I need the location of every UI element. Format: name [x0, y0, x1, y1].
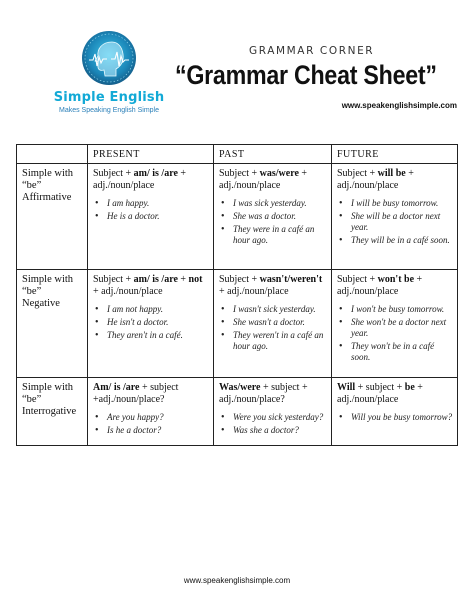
row-label-line: Simple with [22, 274, 74, 285]
formula-text: Subject + [337, 274, 378, 285]
formula-keyword: not [188, 274, 203, 285]
table-cell [332, 378, 458, 446]
example-item: • They won't be in a café soon. [337, 341, 453, 363]
formula-keyword: will be [377, 168, 406, 179]
column-header: PAST [214, 145, 332, 164]
section-kicker: GRAMMAR CORNER [249, 45, 375, 57]
brand-tagline: Makes Speaking English Simple [59, 107, 159, 114]
example-item: • I wasn't sick yesterday. [219, 304, 327, 315]
example-list [93, 198, 209, 222]
brand-logo [50, 30, 168, 114]
example-item: • She wasn't a doctor. [219, 317, 327, 328]
row-label-line: Negative [22, 298, 60, 309]
formula [93, 382, 209, 406]
formula-text: + adj./noun/place [337, 168, 414, 191]
formula [337, 274, 453, 298]
formula-text: + subject +adj./noun/place? [93, 382, 179, 405]
formula-keyword: am/ is /are [133, 168, 178, 179]
row-label-line: “be” [22, 286, 42, 297]
grammar-table [16, 144, 458, 446]
column-header: PRESENT [88, 145, 214, 164]
example-list [337, 412, 453, 423]
table-cell [88, 164, 214, 270]
table-cell [88, 270, 214, 378]
head-soundwave-icon [81, 30, 137, 86]
row-label-line: “be” [22, 394, 42, 405]
formula-text: + adj./noun/place [337, 274, 423, 297]
example-item: • He isn't a doctor. [93, 317, 209, 328]
formula-text: Subject + [337, 168, 378, 179]
formula-text: + adj./noun/place [219, 168, 308, 191]
formula [219, 274, 327, 298]
header-website-link[interactable]: www.speakenglishsimple.com [341, 101, 457, 110]
column-header: FUTURE [332, 145, 458, 164]
row-label-line: “be” [22, 180, 42, 191]
example-item: • Will you be busy tomorrow? [337, 412, 453, 423]
page-title: “Grammar Cheat Sheet” [175, 60, 437, 90]
table-row [17, 378, 458, 446]
example-item: • Is he a doctor? [93, 425, 209, 436]
row-label-line: Interrogative [22, 406, 77, 417]
example-list [219, 304, 327, 352]
formula-keyword: was/were [259, 168, 299, 179]
table-cell [332, 270, 458, 378]
example-list [93, 304, 209, 341]
example-item: • She was a doctor. [219, 211, 327, 222]
table-cell [214, 378, 332, 446]
formula [219, 168, 327, 192]
formula-keyword: Was/were [219, 382, 261, 393]
example-list [337, 304, 453, 363]
example-item: • I was sick yesterday. [219, 198, 327, 209]
example-list [219, 412, 327, 436]
example-item: • They weren't in a café an hour ago. [219, 330, 327, 352]
formula-text: Subject + [219, 274, 260, 285]
example-list [337, 198, 453, 246]
example-item: • He is a doctor. [93, 211, 209, 222]
table-row [17, 270, 458, 378]
example-item: • Are you happy? [93, 412, 209, 423]
example-item: • I am not happy. [93, 304, 209, 315]
row-label-line: Simple with [22, 382, 74, 393]
formula-text: + adj./noun/place [93, 286, 163, 297]
formula-text: + subject + adj./noun/place? [219, 382, 308, 405]
example-list [93, 412, 209, 436]
formula-keyword: wasn't/weren't [259, 274, 323, 285]
table-header-row [17, 145, 458, 164]
formula-keyword: won't be [377, 274, 415, 285]
example-item: • She will be a doctor next year. [337, 211, 453, 233]
example-item: • They aren't in a café. [93, 330, 209, 341]
row-label-line: Affirmative [22, 192, 72, 203]
formula-keyword: am/ is /are [133, 274, 178, 285]
column-header-corner [17, 145, 88, 164]
example-list [219, 198, 327, 246]
row-label [17, 378, 88, 446]
formula [219, 382, 327, 406]
formula-text: + [177, 274, 189, 285]
formula-text: Subject + [219, 168, 260, 179]
table-cell [88, 378, 214, 446]
formula-keyword: be [404, 382, 415, 393]
example-item: • I won't be busy tomorrow. [337, 304, 453, 315]
formula [337, 168, 453, 192]
formula-text: + adj./noun/place [219, 286, 289, 297]
example-item: • I am happy. [93, 198, 209, 209]
example-item: • Were you sick yesterday? [219, 412, 327, 423]
example-item: • She won't be a doctor next year. [337, 317, 453, 339]
formula-text: Subject + [93, 274, 134, 285]
example-item: • Was she a doctor? [219, 425, 327, 436]
example-item: • They will be in a café soon. [337, 235, 453, 246]
formula-keyword: Will [337, 382, 356, 393]
formula [93, 168, 209, 192]
formula-text: + subject + [355, 382, 405, 393]
formula-text: Subject + [93, 168, 134, 179]
formula-text: + adj./noun/place [93, 168, 187, 191]
formula [93, 274, 209, 298]
example-item: • They were in a café an hour ago. [219, 224, 327, 246]
row-label-line: Simple with [22, 168, 74, 179]
example-item: • I will be busy tomorrow. [337, 198, 453, 209]
table-row [17, 164, 458, 270]
row-label [17, 164, 88, 270]
brand-name: Simple English [53, 90, 165, 105]
formula [337, 382, 453, 406]
formula-keyword: Am/ is /are [93, 382, 140, 393]
table-cell [214, 270, 332, 378]
table-cell [332, 164, 458, 270]
table-cell [214, 164, 332, 270]
footer-website-link[interactable]: www.speakenglishsimple.com [183, 576, 291, 585]
row-label [17, 270, 88, 378]
formula-text: + adj./noun/place [337, 382, 423, 405]
